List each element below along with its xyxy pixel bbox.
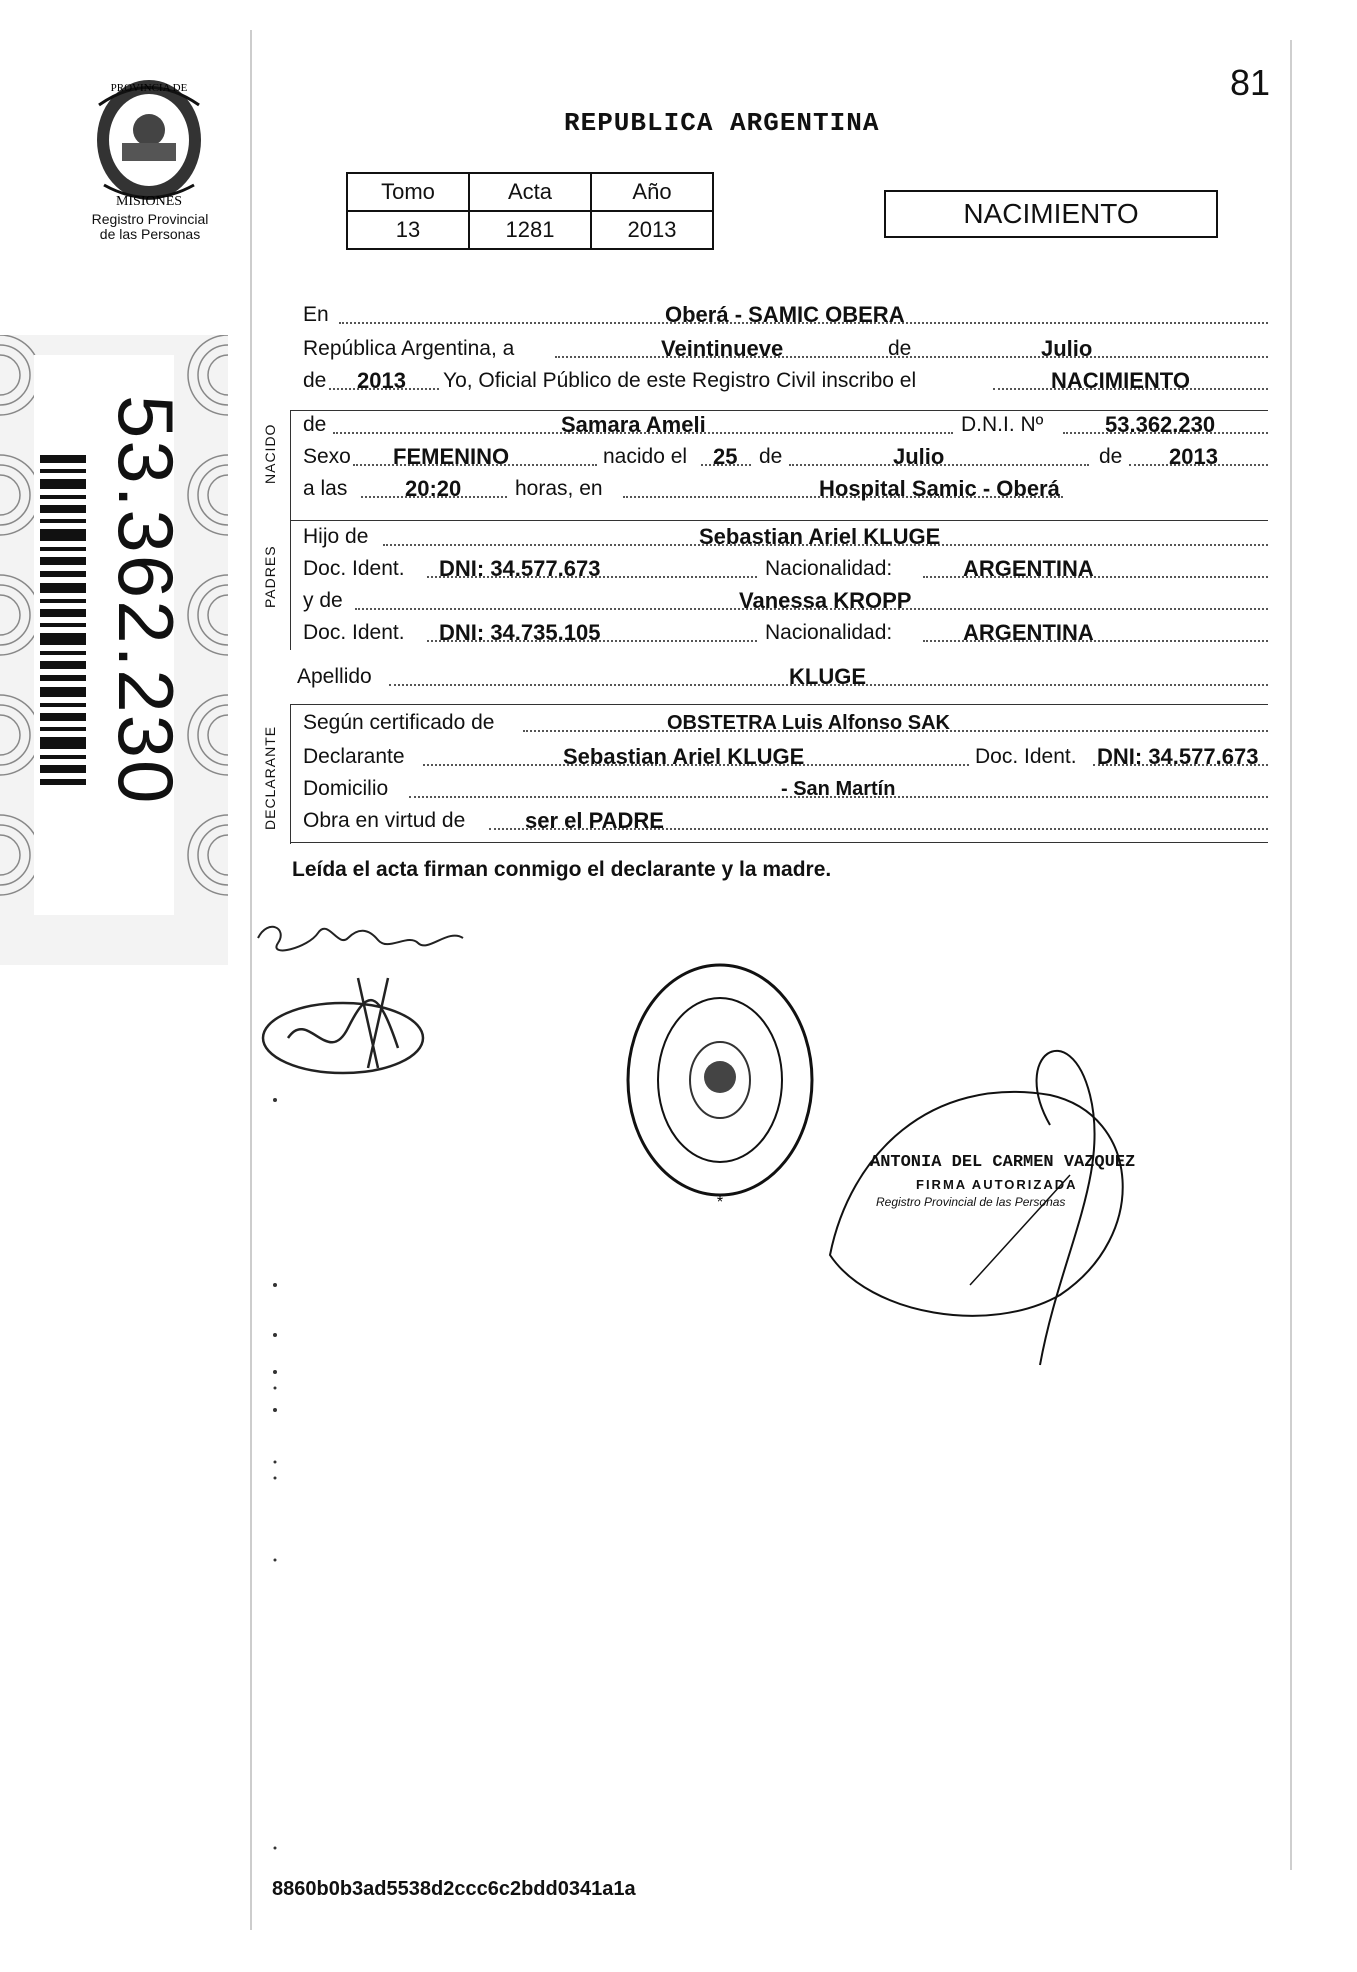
place-value: Oberá - SAMIC OBERA xyxy=(665,302,905,327)
label-nacionalidad: Nacionalidad: xyxy=(765,621,893,644)
reference-table xyxy=(346,172,714,250)
reference-value-row xyxy=(347,211,713,249)
birth-day-value: 25 xyxy=(713,444,738,469)
official-seal-stamp xyxy=(620,955,820,1215)
line-apellido xyxy=(297,662,1268,692)
line-hijo-de xyxy=(303,522,1268,552)
declarante-doc-value: DNI: 34.577.673 xyxy=(1097,744,1259,769)
label-year-de: de xyxy=(303,369,327,392)
document-title: REPUBLICA ARGENTINA xyxy=(564,108,880,138)
registry-caption-line2: de las Personas xyxy=(99,226,201,242)
crest-bottom-text: MISIONES xyxy=(115,194,183,209)
anio-value: 2013 xyxy=(591,211,713,249)
child-dni-value: 53.362.230 xyxy=(1105,412,1216,437)
nacido-section-label: NACIDO xyxy=(262,423,278,484)
father-doc-value: DNI: 34.577.673 xyxy=(439,556,601,581)
mother-name-value: Vanessa KROPP xyxy=(739,588,912,613)
closing-statement: Leída el acta firman conmigo el declarante y la madre. xyxy=(292,858,832,881)
line-declarante xyxy=(303,742,1268,772)
line-sexo xyxy=(303,442,1268,472)
certificate-value: OBSTETRA Luis Alfonso SAK xyxy=(667,712,950,734)
apellido-value: KLUGE xyxy=(789,664,866,689)
line-certificado xyxy=(303,708,1268,738)
line-obra xyxy=(303,806,1268,836)
barcode-bars-icon xyxy=(40,455,86,785)
acta-header: Acta xyxy=(469,173,591,211)
label-en: En xyxy=(303,303,329,326)
page-number: 81 xyxy=(1230,62,1271,103)
label-de-year: de xyxy=(1099,445,1123,468)
section-bar xyxy=(290,520,291,650)
line-father-doc xyxy=(303,554,1268,584)
domicilio-value: - San Martín xyxy=(781,778,896,800)
birth-month-value: Julio xyxy=(893,444,945,469)
label-de-name: de xyxy=(303,413,327,436)
mother-doc-value: DNI: 34.735.105 xyxy=(439,620,601,645)
section-bar xyxy=(290,704,291,844)
label-domicilio: Domicilio xyxy=(303,777,389,800)
line-republica xyxy=(303,334,1268,364)
label-de-month: de xyxy=(759,445,783,468)
label-y-de: y de xyxy=(303,589,343,612)
declarante-value: Sebastian Ariel KLUGE xyxy=(563,744,805,769)
padres-section-label: PADRES xyxy=(262,545,278,608)
tomo-value: 13 xyxy=(347,211,469,249)
label-sexo: Sexo xyxy=(303,445,351,468)
father-nationality-value: ARGENTINA xyxy=(963,556,1094,581)
act-type-value: NACIMIENTO xyxy=(1051,368,1190,393)
declarant-signature xyxy=(248,908,508,1078)
reference-header-row xyxy=(347,173,713,211)
declarante-section-label: DECLARANTE xyxy=(262,725,278,830)
child-name-value: Samara Ameli xyxy=(561,412,706,437)
label-certificado: Según certificado de xyxy=(303,711,495,734)
label-apellido: Apellido xyxy=(297,665,372,688)
obra-value: ser el PADRE xyxy=(525,808,664,833)
section-separator xyxy=(290,520,1268,521)
svg-text:*: * xyxy=(716,1194,724,1211)
section-separator xyxy=(290,842,1268,843)
document-hash: 8860b0b3ad5538d2ccc6c2bdd0341a1a xyxy=(272,1878,636,1900)
registry-caption-line1: Registro Provincial xyxy=(91,211,209,227)
acta-value: 1281 xyxy=(469,211,591,249)
section-separator xyxy=(290,704,1268,705)
line-en xyxy=(303,300,1268,330)
label-nacionalidad: Nacionalidad: xyxy=(765,557,893,580)
year-value: 2013 xyxy=(357,368,406,393)
label-hijo-de: Hijo de xyxy=(303,525,369,548)
label-dni: D.N.I. Nº xyxy=(961,413,1044,436)
birthplace-value: Hospital Samic - Oberá xyxy=(819,476,1060,501)
label-de: de xyxy=(888,337,912,360)
barcode-label xyxy=(0,335,228,965)
label-doc-ident: Doc. Ident. xyxy=(975,745,1077,768)
page-edge xyxy=(1290,40,1292,1870)
binding-marks xyxy=(265,1090,305,1870)
official-text: Yo, Oficial Público de este Registro Civil inscribo el xyxy=(443,369,917,392)
record-type-box: NACIMIENTO xyxy=(884,190,1218,238)
line-mother-doc xyxy=(303,618,1268,648)
label-doc-ident: Doc. Ident. xyxy=(303,557,405,580)
label-obra: Obra en virtud de xyxy=(303,809,466,832)
line-y-de xyxy=(303,586,1268,616)
label-nacido-el: nacido el xyxy=(603,445,688,468)
signer-name: ANTONIA DEL CARMEN VAZQUEZ xyxy=(870,1153,1136,1172)
father-name-value: Sebastian Ariel KLUGE xyxy=(699,524,941,549)
section-bar xyxy=(290,410,291,522)
day-value: Veintinueve xyxy=(661,336,784,361)
birth-time-value: 20:20 xyxy=(405,476,462,501)
label-doc-ident: Doc. Ident. xyxy=(303,621,405,644)
line-domicilio xyxy=(303,774,1268,804)
birth-year-value: 2013 xyxy=(1169,444,1218,469)
label-a-las: a las xyxy=(303,477,348,500)
line-hora xyxy=(303,474,1268,504)
label-declarante: Declarante xyxy=(303,745,405,768)
registry-caption xyxy=(60,212,240,242)
tomo-header: Tomo xyxy=(347,173,469,211)
label-republica: República Argentina, a xyxy=(303,337,515,360)
crest-top-text: PROVINCIA DE xyxy=(110,82,188,94)
anio-header: Año xyxy=(591,173,713,211)
signer-role: FIRMA AUTORIZADA xyxy=(916,1177,1078,1192)
line-nacido-name xyxy=(303,410,1268,440)
authorized-signature xyxy=(810,1035,1170,1375)
label-horas-en: horas, en xyxy=(515,477,603,500)
mother-nationality-value: ARGENTINA xyxy=(963,620,1094,645)
barcode-number: 53.362.230 xyxy=(102,395,190,806)
signer-org: Registro Provincial de las Personas xyxy=(876,1195,1066,1209)
month-value: Julio xyxy=(1041,336,1093,361)
line-official xyxy=(303,366,1268,396)
sexo-value: FEMENINO xyxy=(393,444,510,469)
